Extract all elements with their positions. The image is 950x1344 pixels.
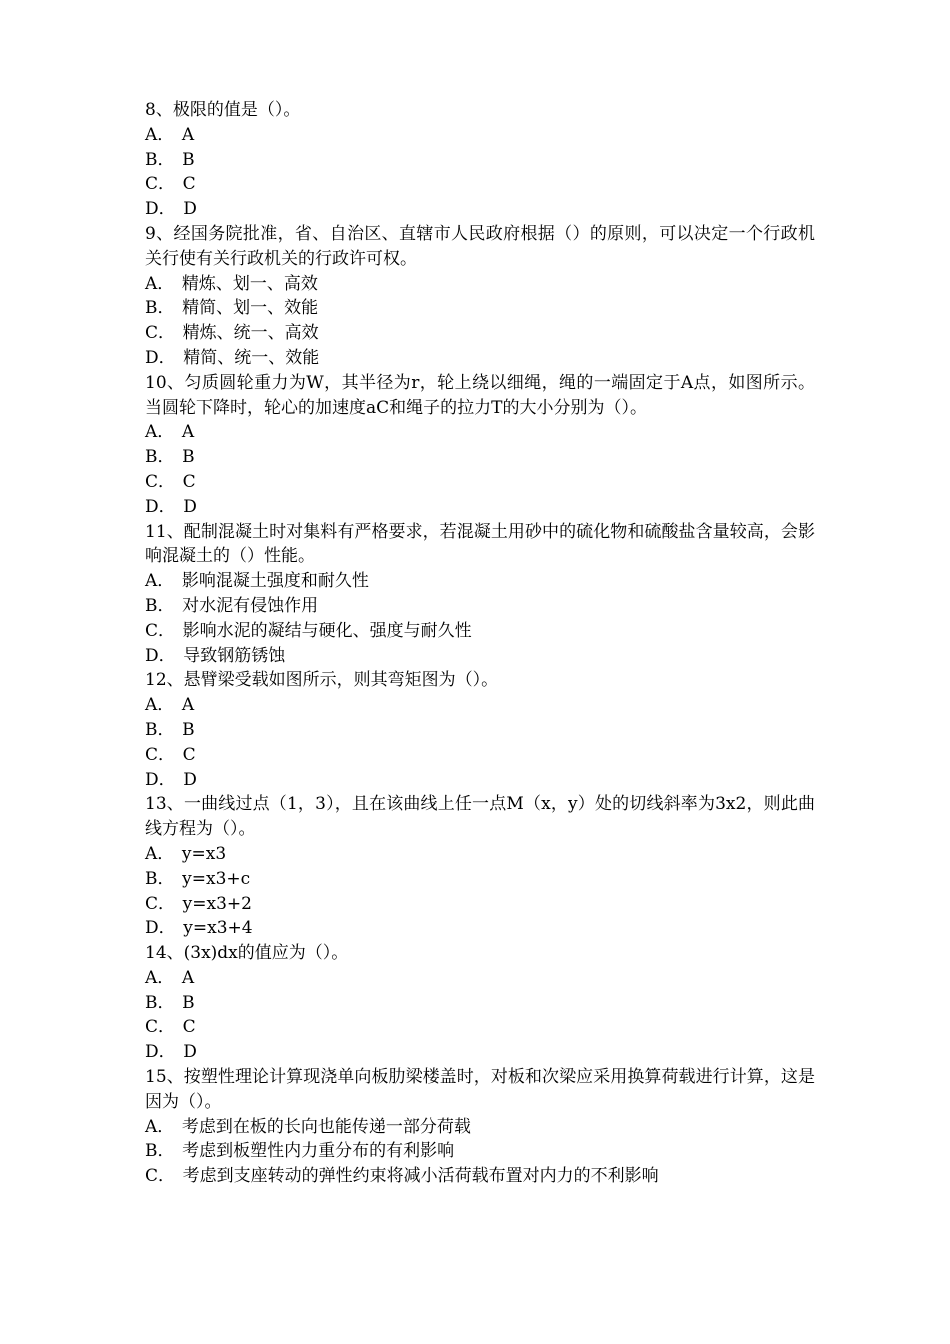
option-text: C: [182, 471, 196, 492]
option-d: [145, 1040, 815, 1065]
option-c: [145, 470, 815, 495]
option-key: D．: [145, 769, 176, 790]
option-text: A: [181, 967, 195, 988]
option-text: B: [182, 447, 195, 468]
option-key: C．: [145, 893, 176, 914]
option-a: [145, 966, 815, 991]
option-c: [145, 1015, 815, 1040]
question-stem: 14、(3x)dx的值应为（）。: [145, 943, 349, 964]
option-b: [145, 867, 815, 892]
question-10: [145, 371, 815, 520]
option-key: C．: [145, 744, 176, 765]
option-key: C．: [145, 1166, 176, 1187]
option-d: [145, 197, 815, 222]
option-key: C．: [145, 620, 176, 641]
option-text: 精简、统一、效能: [183, 347, 320, 368]
option-text: D: [183, 496, 197, 517]
option-d: [145, 768, 815, 793]
option-b: [145, 148, 815, 173]
option-key: B．: [145, 298, 175, 319]
option-c: [145, 619, 815, 644]
document-page: [145, 98, 815, 1189]
question-14: [145, 941, 815, 1065]
option-text: 影响混凝土强度和耐久性: [181, 571, 369, 592]
option-text: 精炼、统一、高效: [182, 323, 319, 344]
option-key: B．: [145, 447, 175, 468]
option-a: [145, 272, 815, 297]
question-12: [145, 668, 815, 792]
option-text: A: [181, 124, 195, 145]
option-text: A: [181, 422, 195, 443]
question-stem: 15、按塑性理论计算现浇单向板肋梁楼盖时，对板和次梁应采用换算荷载进行计算，这是因为（）。: [145, 1067, 815, 1112]
question-stem: 11、配制混凝土时对集料有严格要求，若混凝土用砂中的硫化物和硫酸盐含量较高，会影响混凝土的（）性能。: [145, 521, 815, 567]
option-b: [145, 718, 815, 743]
option-b: [145, 594, 815, 619]
option-text: 导致钢筋锈蚀: [183, 645, 286, 666]
question-stem: 10、匀质圆轮重力为W，其半径为r，轮上绕以细绳，绳的一端固定于A点，如图所示。当圆轮下降时，轮心的加速度aC和绳子的拉力T的大小分别为（）。: [145, 372, 815, 418]
question-15: [145, 1065, 815, 1189]
option-text: y=x3: [181, 843, 227, 864]
option-text: 考虑到在板的长向也能传递一部分荷载: [181, 1116, 471, 1137]
option-text: y=x3+2: [182, 893, 252, 914]
option-d: [145, 916, 815, 941]
question-stem: 8、极限的值是（）。: [145, 100, 301, 120]
question-stem: 12、悬臂梁受载如图所示，则其弯矩图为（）。: [145, 670, 499, 691]
option-key: B．: [145, 992, 175, 1013]
option-key: D．: [145, 1042, 176, 1063]
option-text: D: [183, 199, 197, 220]
option-text: 精简、划一、效能: [182, 298, 319, 319]
option-d: [145, 346, 815, 371]
option-text: C: [182, 174, 196, 195]
option-text: D: [183, 769, 197, 790]
option-text: C: [182, 744, 196, 765]
question-stem: 13、一曲线过点（1，3），且在该曲线上任一点M（x，y）处的切线斜率为3x2，则此曲线方程为（）。: [145, 794, 815, 840]
option-key: B．: [145, 1141, 175, 1162]
option-a: [145, 123, 815, 148]
option-key: B．: [145, 868, 175, 889]
option-key: A．: [145, 571, 175, 592]
option-c: [145, 172, 815, 197]
option-text: C: [182, 1017, 196, 1038]
question-stem: 9、经国务院批准，省、自治区、直辖市人民政府根据（）的原则，可以决定一个行政机关行使有关行政机关的行政许可权。: [145, 223, 815, 269]
option-a: [145, 569, 815, 594]
option-text: B: [182, 992, 195, 1013]
option-key: D．: [145, 347, 176, 368]
option-key: D．: [145, 199, 176, 220]
option-key: A．: [145, 273, 175, 294]
option-key: C．: [145, 471, 176, 492]
option-key: D．: [145, 496, 176, 517]
option-b: [145, 1139, 815, 1164]
question-9: [145, 222, 815, 371]
option-text: B: [182, 149, 195, 170]
option-c: [145, 321, 815, 346]
option-text: 考虑到板塑性内力重分布的有利影响: [182, 1141, 455, 1162]
option-a: [145, 693, 815, 718]
option-text: D: [183, 1042, 197, 1063]
option-c: [145, 892, 815, 917]
option-text: 考虑到支座转动的弹性约束将减小活荷载布置对内力的不利影响: [182, 1166, 659, 1187]
option-b: [145, 445, 815, 470]
option-key: A．: [145, 124, 175, 145]
option-d: [145, 495, 815, 520]
option-c: [145, 1164, 815, 1189]
option-a: [145, 420, 815, 445]
option-text: 精炼、划一、高效: [181, 273, 318, 294]
option-b: [145, 991, 815, 1016]
question-11: [145, 520, 815, 669]
option-key: D．: [145, 645, 176, 666]
option-key: B．: [145, 719, 175, 740]
option-text: B: [182, 719, 195, 740]
option-text: 对水泥有侵蚀作用: [182, 595, 319, 616]
option-key: A．: [145, 843, 175, 864]
option-text: y=x3+c: [182, 868, 251, 889]
option-key: C．: [145, 1017, 176, 1038]
option-key: C．: [145, 174, 176, 195]
option-b: [145, 296, 815, 321]
option-key: D．: [145, 918, 176, 939]
option-key: A．: [145, 1116, 175, 1137]
question-8: [145, 98, 815, 222]
option-text: A: [181, 695, 195, 716]
option-d: [145, 644, 815, 669]
option-key: A．: [145, 967, 175, 988]
option-text: 影响水泥的凝结与硬化、强度与耐久性: [182, 620, 472, 641]
option-key: A．: [145, 422, 175, 443]
option-a: [145, 842, 815, 867]
question-13: [145, 792, 815, 941]
option-key: B．: [145, 149, 175, 170]
option-key: C．: [145, 323, 176, 344]
option-a: [145, 1115, 815, 1140]
option-key: A．: [145, 695, 175, 716]
option-text: y=x3+4: [183, 918, 253, 939]
option-c: [145, 743, 815, 768]
option-key: B．: [145, 595, 175, 616]
